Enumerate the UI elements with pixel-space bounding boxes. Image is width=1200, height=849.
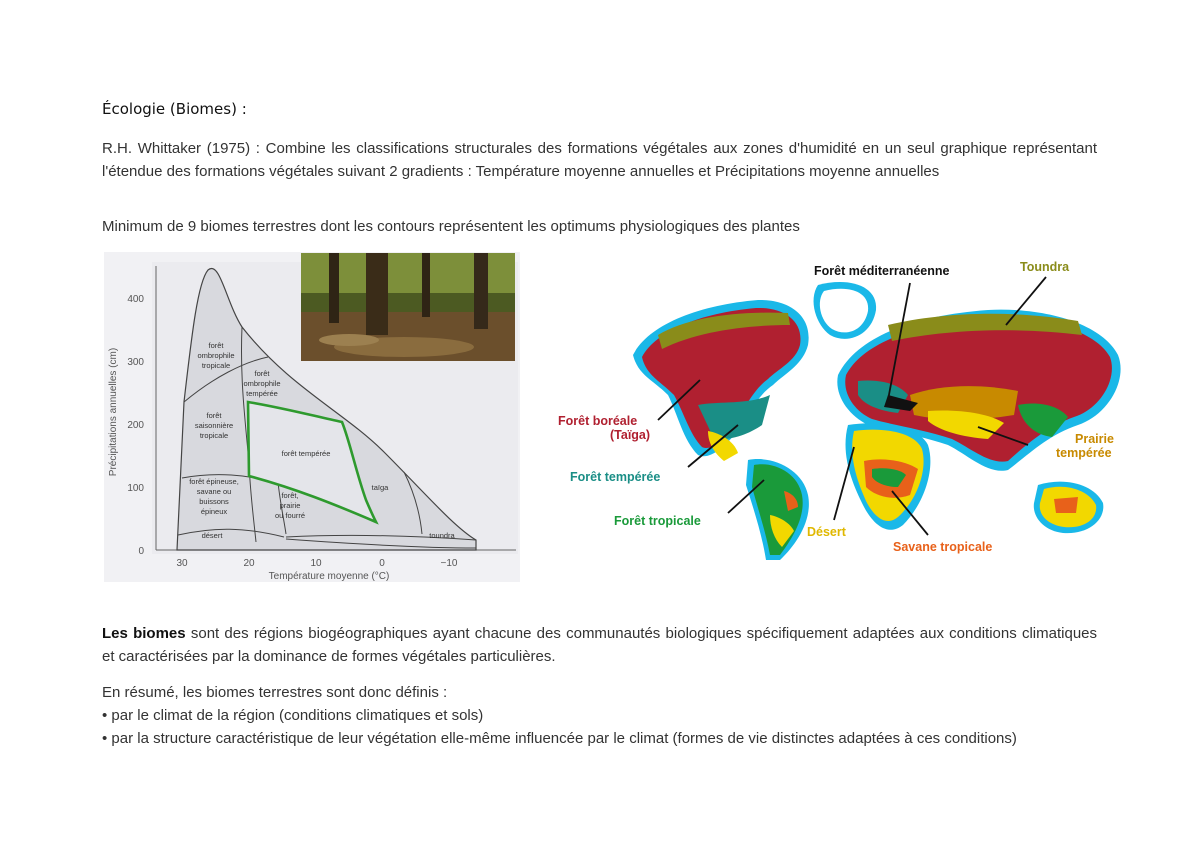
- ytick-200: 200: [127, 420, 144, 431]
- zone-seasonal-1: forêt: [206, 411, 222, 420]
- zone-temperate-rain-2: ombrophile: [243, 379, 281, 388]
- label-tropical: Forêt tropicale: [614, 514, 701, 528]
- page-title: Écologie (Biomes) :: [102, 100, 247, 118]
- forest-photo: [301, 253, 515, 361]
- ytick-0: 0: [138, 546, 144, 557]
- summary-lead: En résumé, les biomes terrestres sont donc définis :: [102, 684, 448, 701]
- biomes-paragraph: [102, 622, 1097, 668]
- ytick-100: 100: [127, 483, 144, 494]
- summary-bullet-1: • par le climat de la région (conditions climatiques et sols): [102, 707, 484, 724]
- zone-seasonal-3: tropicale: [199, 431, 229, 440]
- xtick-20: 20: [243, 558, 255, 569]
- summary-block: [102, 681, 1097, 750]
- ytick-300: 300: [127, 357, 144, 368]
- zone-thorn-1: forêt épineuse,: [189, 477, 239, 486]
- label-temperate: Forêt tempérée: [570, 470, 661, 484]
- zone-prairie-2: prairie: [279, 501, 301, 510]
- label-boreal-1: Forêt boréale: [558, 414, 638, 428]
- biomes-definition: sont des régions biogéographiques ayant chacune des communautés biologiques spécifiquement adaptées aux conditions climatiques et caractérisées par la dominance de formes végétales particulières.: [102, 625, 1097, 665]
- biome-world-map: [558, 255, 1133, 560]
- zone-taiga: taïga: [371, 483, 389, 492]
- zone-temperate-rain-3: tempérée: [246, 389, 278, 398]
- south-america: [746, 459, 809, 560]
- intro-paragraph: R.H. Whittaker (1975) : Combine les classifications structurales des formations végétales aux zones d'humidité en un seul graphique représentant l'étendue des formations végétales suivant 2 gradients : Température moyenne annuelles et Précipitations moyenne annuelles: [102, 140, 1097, 180]
- xtick-0: 0: [379, 558, 385, 569]
- zone-seasonal-2: saisonnière: [194, 421, 234, 430]
- biomes-bold-term: Les biomes: [102, 625, 186, 642]
- zone-prairie-3: ou fourré: [274, 511, 306, 520]
- zone-thorn-3: buissons: [199, 497, 229, 506]
- zone-temperate-rain-1: forêt: [254, 369, 270, 378]
- zone-prairie-1: forêt,: [281, 491, 299, 500]
- ytick-400: 400: [127, 294, 144, 305]
- minimum-paragraph: Minimum de 9 biomes terrestres dont les contours représentent les optimums physiologiques des plantes: [102, 218, 800, 235]
- label-tundra: Toundra: [1020, 260, 1070, 274]
- whittaker-diagram: [104, 252, 520, 582]
- y-axis-label: Précipitations annuelles (cm): [108, 347, 119, 477]
- label-mediterranean: Forêt méditerranéenne: [814, 264, 950, 278]
- zone-rainforest-2: ombrophile: [197, 351, 235, 360]
- label-prairie-2: tempérée: [1056, 446, 1112, 460]
- xtick-10: 10: [310, 558, 322, 569]
- zone-tundra: toundra: [429, 531, 455, 540]
- north-america: [633, 300, 809, 461]
- summary-bullet-2: • par la structure caractéristique de leur végétation elle-même influencée par le climat (formes de vie distinctes adaptées à ces conditions): [102, 730, 1017, 747]
- label-prairie-1: Prairie: [1075, 432, 1114, 446]
- xtick-30: 30: [176, 558, 188, 569]
- zone-rainforest-3: tropicale: [201, 361, 231, 370]
- zone-temperate: forêt tempérée: [281, 449, 331, 458]
- label-boreal-2: (Taïga): [610, 428, 651, 442]
- zone-thorn-2: savane ou: [196, 487, 232, 496]
- label-savanna: Savane tropicale: [893, 540, 993, 554]
- zone-desert: désert: [201, 531, 223, 540]
- zone-rainforest-1: forêt: [208, 341, 224, 350]
- africa: [846, 423, 931, 530]
- x-axis-label: Température moyenne (°C): [268, 571, 390, 582]
- zone-thorn-4: épineux: [200, 507, 228, 516]
- label-desert: Désert: [807, 525, 846, 539]
- xtick-minus10: −10: [440, 558, 458, 569]
